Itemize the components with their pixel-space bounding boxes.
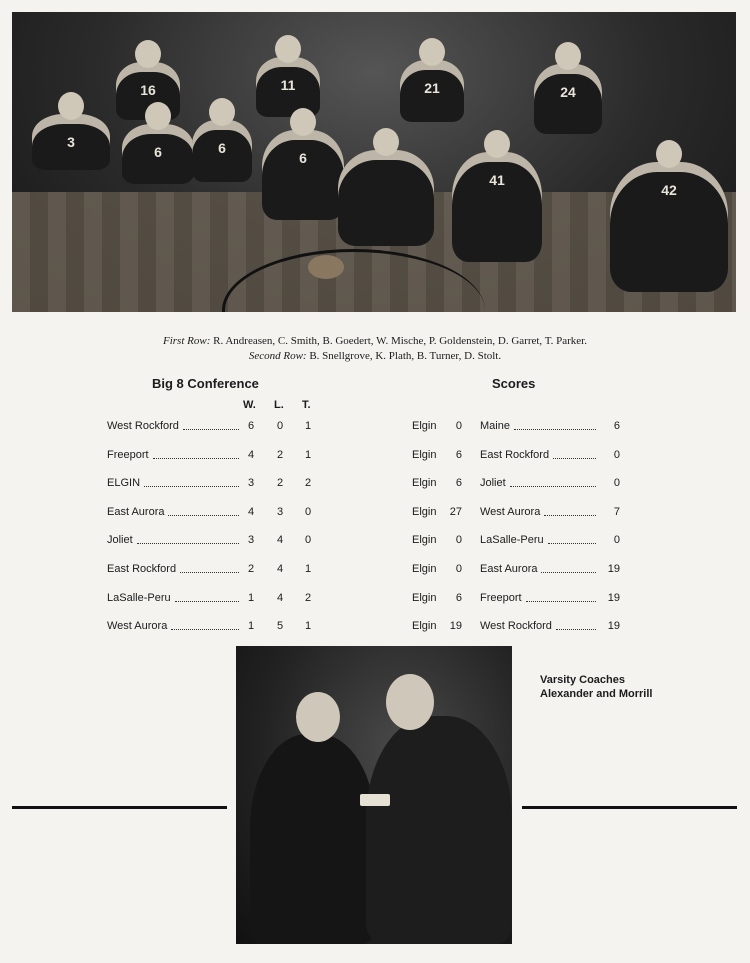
home-score: 0	[455, 563, 462, 575]
team-name: Freeport	[107, 448, 149, 461]
dot-leader	[544, 505, 596, 516]
player	[122, 124, 194, 184]
losses-cell: 0	[276, 420, 284, 432]
player	[32, 114, 110, 170]
ties-header: T.	[302, 399, 311, 411]
player	[610, 162, 728, 292]
dot-leader	[553, 448, 596, 459]
opponent-cell	[480, 533, 600, 547]
opponent-score: 19	[607, 591, 620, 604]
dot-leader	[541, 562, 596, 573]
photo-caption	[0, 334, 750, 364]
wins-cell: 1	[247, 620, 255, 633]
ties-cell: 1	[304, 620, 312, 633]
player	[534, 64, 602, 134]
team-cell	[107, 562, 243, 576]
jersey-number: 3	[67, 134, 75, 150]
opponent-cell	[480, 591, 600, 605]
home-team: Elgin	[412, 448, 437, 461]
dot-leader	[144, 476, 239, 487]
team-cell	[107, 448, 243, 462]
wins-cell: 2	[247, 563, 255, 575]
opponent-name: East Rockford	[480, 448, 550, 461]
football	[308, 255, 344, 279]
caption-first-label: First Row:	[163, 335, 211, 347]
paper-in-hand	[360, 794, 390, 806]
home-team: Elgin	[412, 534, 437, 547]
opponent-score: 6	[613, 420, 620, 432]
team-cell	[107, 419, 243, 433]
player	[256, 57, 320, 117]
opponent-score: 19	[607, 563, 620, 575]
opponent-score: 0	[613, 534, 620, 547]
coaches-caption-line2: Alexander and Morrill	[540, 688, 653, 700]
coaches-caption	[540, 673, 652, 701]
home-score: 0	[455, 420, 462, 432]
home-team: Elgin	[412, 591, 437, 604]
opponent-score: 0	[613, 477, 620, 490]
losses-header: L.	[274, 399, 284, 411]
player	[452, 152, 542, 262]
coaches-photo	[236, 646, 512, 944]
wins-cell: 3	[247, 534, 255, 547]
dot-leader	[526, 591, 596, 602]
dot-leader	[548, 533, 596, 544]
jersey-number: 21	[424, 80, 440, 96]
caption-second-label: Second Row:	[248, 350, 307, 362]
team-cell	[107, 619, 243, 633]
jersey-number: 6	[218, 140, 226, 156]
dot-leader	[180, 562, 239, 573]
team-name: West Rockford	[107, 420, 179, 432]
jersey-number: 42	[661, 182, 677, 198]
opponent-cell	[480, 419, 600, 433]
opponent-name: West Rockford	[480, 620, 552, 633]
opponent-name: LaSalle-Peru	[480, 534, 544, 547]
home-score: 6	[455, 448, 462, 461]
wins-header: W.	[243, 399, 256, 411]
dot-leader	[556, 619, 596, 630]
opponent-cell	[480, 476, 600, 490]
opponent-score: 0	[613, 448, 620, 461]
team-cell	[107, 591, 243, 605]
conference-title: Big 8 Conference	[152, 376, 259, 391]
coach-figure	[250, 734, 376, 944]
caption-first-names: R. Andreasen, C. Smith, B. Goedert, W. Mische, P. Goldenstein, D. Garret, T. Parker.	[213, 335, 587, 347]
player	[192, 120, 252, 182]
team-photo	[12, 12, 736, 312]
team-name: East Aurora	[107, 505, 165, 518]
opponent-cell	[480, 448, 600, 462]
wins-cell: 4	[247, 505, 255, 518]
coach-figure	[366, 716, 512, 944]
dot-leader	[137, 533, 239, 544]
player	[262, 130, 344, 220]
wins-cell: 6	[247, 420, 255, 432]
opponent-cell	[480, 619, 600, 633]
scores-title: Scores	[492, 376, 536, 391]
jersey-number: 6	[154, 144, 162, 160]
team-name: ELGIN	[107, 477, 141, 490]
team-cell	[107, 505, 243, 519]
divider-right	[522, 806, 737, 809]
opponent-cell	[480, 562, 600, 576]
opponent-name: East Aurora	[480, 563, 538, 575]
opponent-name: Joliet	[480, 477, 506, 490]
dot-leader	[510, 476, 596, 487]
home-team: Elgin	[412, 563, 437, 575]
home-score: 19	[449, 620, 462, 633]
opponent-name: Freeport	[480, 591, 522, 604]
opponent-score: 19	[607, 620, 620, 633]
home-score: 6	[455, 591, 462, 604]
jersey-number: 41	[489, 172, 505, 188]
dot-leader	[175, 591, 239, 602]
ties-cell: 1	[304, 563, 312, 575]
home-team: Elgin	[412, 420, 437, 432]
coach-face	[296, 692, 340, 742]
losses-cell: 4	[276, 534, 284, 547]
opponent-score: 7	[613, 505, 620, 518]
ties-cell: 2	[304, 477, 312, 490]
losses-cell: 3	[276, 505, 284, 518]
ties-cell: 1	[304, 448, 312, 461]
caption-second-names: B. Snellgrove, K. Plath, B. Turner, D. Stolt.	[309, 350, 502, 362]
losses-cell: 2	[276, 477, 284, 490]
team-cell	[107, 476, 243, 490]
home-score: 27	[449, 505, 462, 518]
home-team: Elgin	[412, 505, 437, 518]
team-name: West Aurora	[107, 620, 168, 633]
caption-second-row	[0, 349, 750, 364]
jersey-number: 11	[280, 77, 296, 93]
coach-face	[386, 674, 434, 730]
team-name: LaSalle-Peru	[107, 591, 171, 604]
home-score: 0	[455, 534, 462, 547]
wins-cell: 1	[247, 591, 255, 604]
opponent-cell	[480, 505, 600, 519]
dot-leader	[514, 419, 596, 430]
dot-leader	[171, 619, 239, 630]
dot-leader	[183, 419, 239, 430]
jersey-number: 16	[140, 82, 156, 98]
player	[400, 60, 464, 122]
wins-cell: 3	[247, 477, 255, 490]
jersey-number: 24	[560, 84, 576, 100]
opponent-name: West Aurora	[480, 505, 541, 518]
team-cell	[107, 533, 243, 547]
dot-leader	[153, 448, 239, 459]
ties-cell: 2	[304, 591, 312, 604]
ties-cell: 1	[304, 420, 312, 432]
caption-first-row	[0, 334, 750, 349]
team-name: East Rockford	[107, 563, 177, 575]
coaches-caption-line1: Varsity Coaches	[540, 674, 625, 686]
home-score: 6	[455, 477, 462, 490]
losses-cell: 5	[276, 620, 284, 633]
player	[338, 150, 434, 246]
losses-cell: 4	[276, 563, 284, 575]
dot-leader	[168, 505, 239, 516]
wins-cell: 4	[247, 448, 255, 461]
ties-cell: 0	[304, 534, 312, 547]
losses-cell: 2	[276, 448, 284, 461]
opponent-name: Maine	[480, 420, 510, 432]
home-team: Elgin	[412, 477, 437, 490]
divider-left	[12, 806, 227, 809]
ties-cell: 0	[304, 505, 312, 518]
team-name: Joliet	[107, 534, 133, 547]
jersey-number: 6	[299, 150, 307, 166]
losses-cell: 4	[276, 591, 284, 604]
home-team: Elgin	[412, 620, 437, 633]
